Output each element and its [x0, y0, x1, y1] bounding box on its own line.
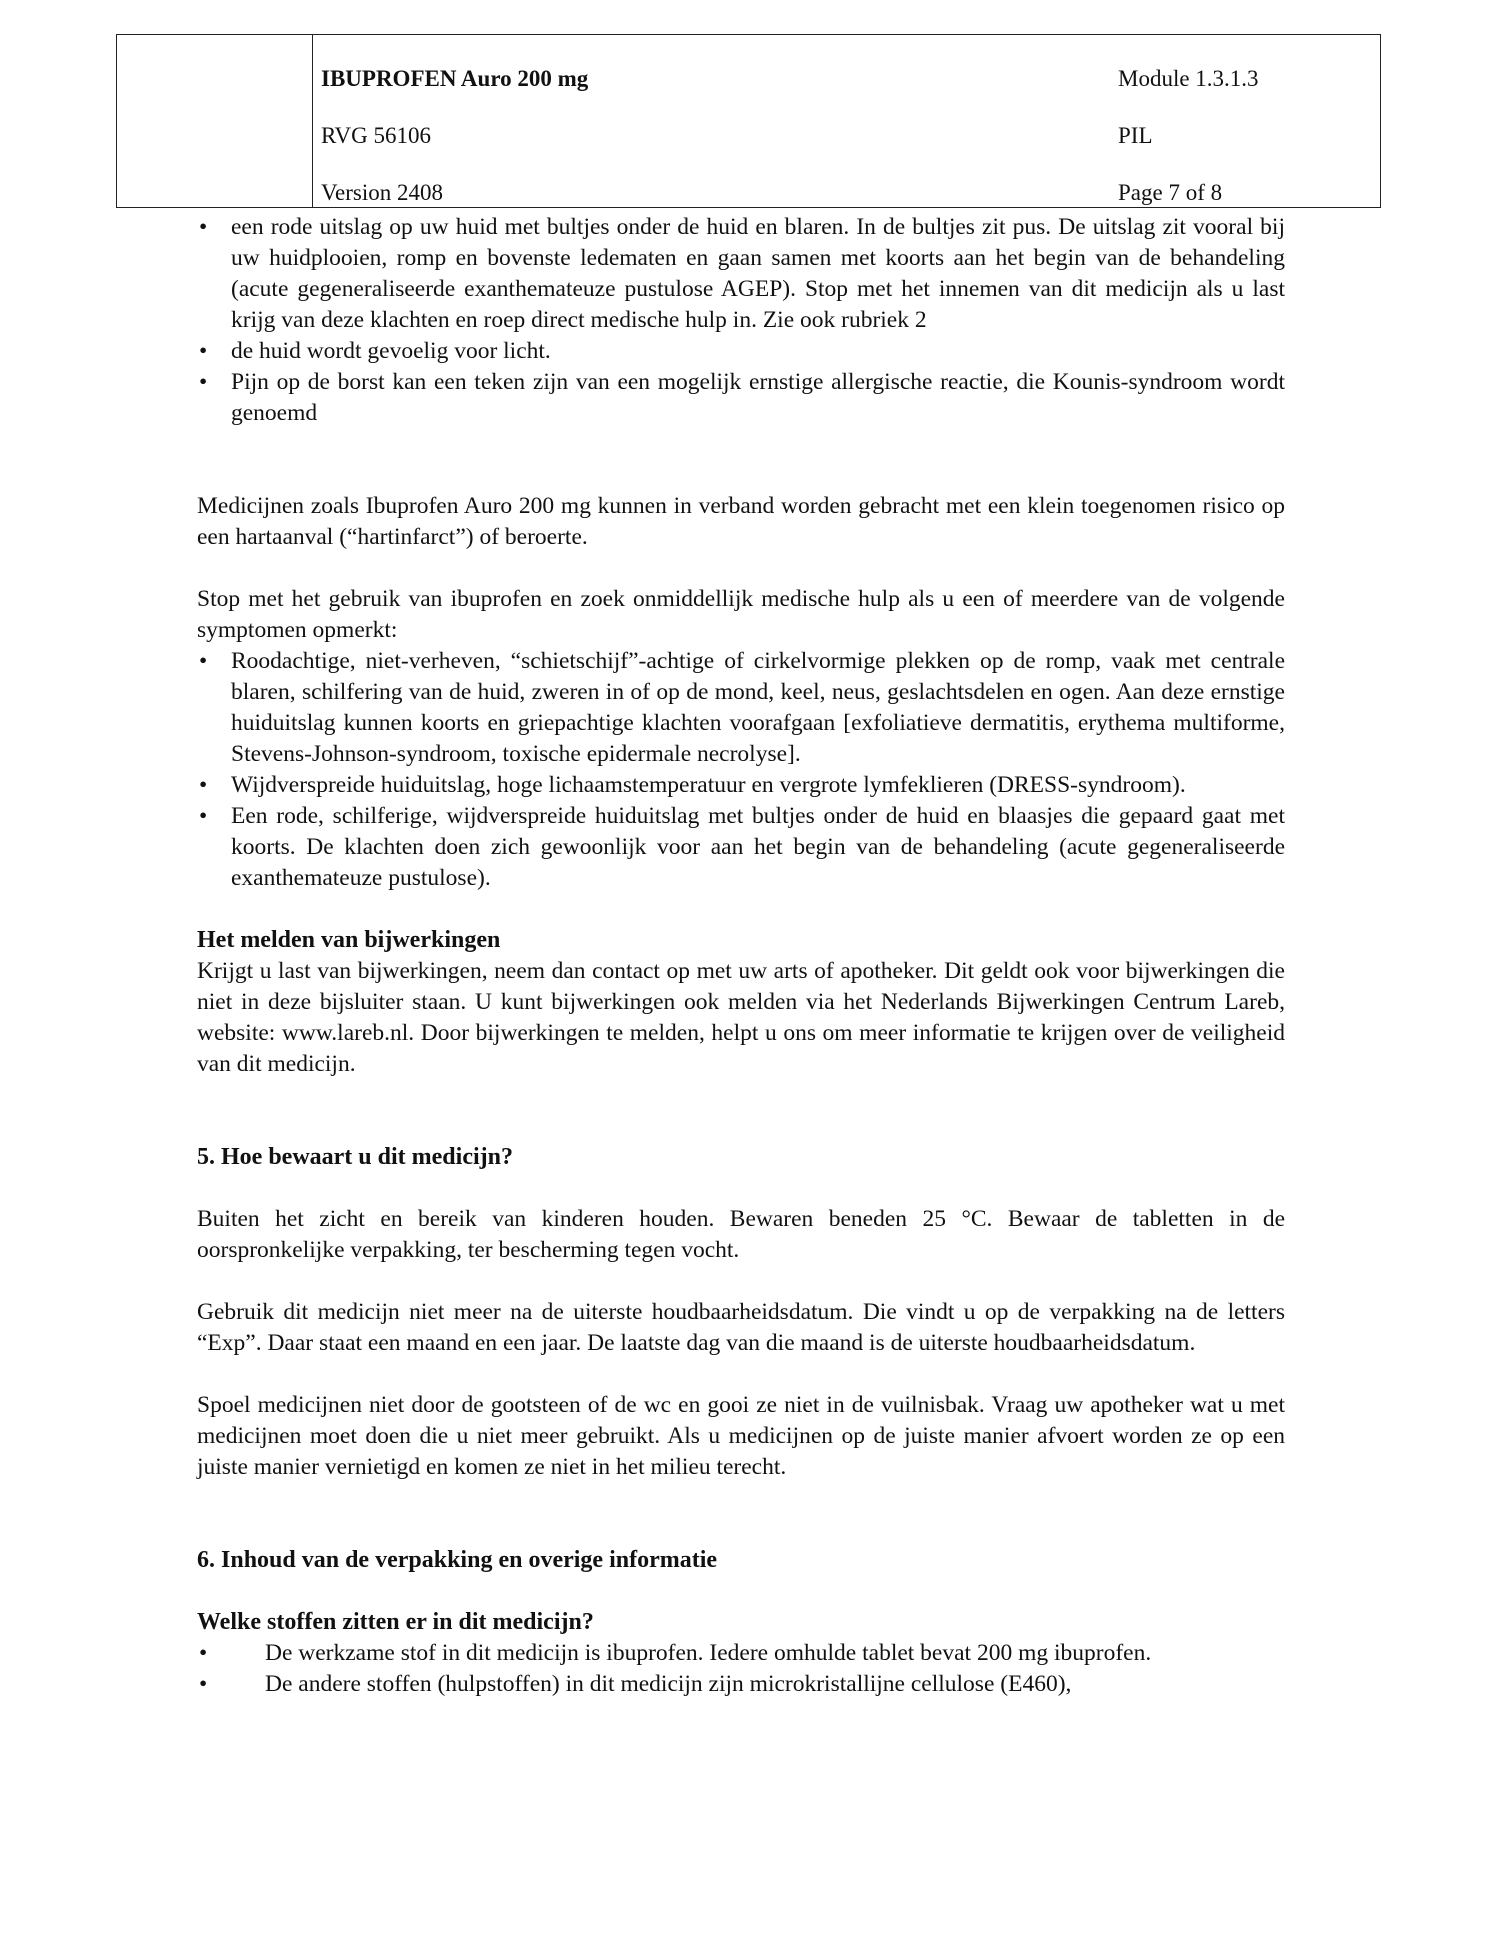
reporting-heading: Het melden van bijwerkingen [197, 927, 501, 953]
expiry-paragraph: Gebruik dit medicijn niet meer na de uiterste houdbaarheidsdatum. Die vindt u op de verpakking na de letters “Exp”. Daar staat een maand en een jaar. De laatste dag van die maand is de uiterste houdbaarheidsdatum. [197, 1299, 1285, 1356]
storage-paragraph: Buiten het zicht en bereik van kinderen houden. Bewaren beneden 25 °C. Bewaar de tabletten in de oorspronkelijke verpakking, ter bescherming tegen vocht. [197, 1206, 1285, 1263]
list-item-text: Een rode, schilferige, wijdverspreide huiduitslag met bultjes onder de huid en blaasjes die gepaard gaat met koorts. De klachten doen zich gewoonlijk voor aan het begin van de behandeling (acute gegeneraliseerde exanthemateuze pustulose). [231, 803, 1285, 891]
ingredients-list [197, 1638, 1285, 1700]
list-item-text: Wijdverspreide huiduitslag, hoge lichaamstemperatuur en vergrote lymfeklieren (DRESS-syndroom). [231, 772, 1186, 798]
side-effects-list [197, 212, 1285, 429]
list-item [197, 336, 1285, 367]
bullet-icon: • [199, 648, 208, 674]
bullet-icon: • [199, 1640, 208, 1666]
bullet-icon: • [199, 369, 208, 395]
list-item-text: De andere stoffen (hulpstoffen) in dit medicijn zijn microkristallijne cellulose (E460), [265, 1671, 1072, 1697]
document-type: PIL [1118, 123, 1153, 148]
version-label: Version 2408 [321, 180, 444, 205]
disposal-paragraph: Spoel medicijnen niet door de gootsteen of de wc en gooi ze niet in de vuilnisbak. Vraag uw apotheker wat u met medicijnen moet doen die u niet meer gebruikt. Als u medicijnen op de juiste manier afvoert worden ze op een juiste manier vernietigd en komen ze niet in het milieu terecht. [197, 1392, 1285, 1480]
bullet-icon: • [199, 214, 208, 240]
list-item-text: Pijn op de borst kan een teken zijn van een mogelijk ernstige allergische reactie, die Kounis-syndroom wordt genoemd [231, 369, 1285, 426]
bullet-icon: • [199, 338, 208, 364]
symptoms-list [197, 646, 1285, 894]
rvg-number: RVG 56106 [321, 123, 431, 148]
list-item [197, 212, 1285, 336]
list-item [197, 770, 1285, 801]
bullet-icon: • [199, 772, 208, 798]
product-title: IBUPROFEN Auro 200 mg [321, 66, 589, 91]
page-number: Page 7 of 8 [1118, 180, 1223, 205]
section-6-heading: 6. Inhoud van de verpakking en overige informatie [197, 1547, 718, 1573]
reporting-paragraph: Krijgt u last van bijwerkingen, neem dan contact op met uw arts of apotheker. Dit geldt ook voor bijwerkingen die niet in deze bijsluiter staan. U kunt bijwerkingen ook melden via het Nederlands Bijwerkingen Centrum Lareb, website: www.lareb.nl. Door bijwerkingen te melden, helpt u ons om meer informatie te krijgen over de veiligheid van dit medicijn. [197, 958, 1285, 1077]
ingredients-subheading: Welke stoffen zitten er in dit medicijn? [197, 1609, 594, 1635]
module-number: Module 1.3.1.3 [1118, 66, 1259, 91]
bullet-icon: • [199, 803, 208, 829]
list-item-text: de huid wordt gevoelig voor licht. [231, 338, 551, 364]
list-item [197, 1669, 1285, 1700]
stop-use-paragraph: Stop met het gebruik van ibuprofen en zoek onmiddellijk medische hulp als u een of meerdere van de volgende symptomen opmerkt: [197, 586, 1285, 643]
section-5-heading: 5. Hoe bewaart u dit medicijn? [197, 1144, 513, 1170]
document-body [197, 212, 1285, 1700]
list-item-text: een rode uitslag op uw huid met bultjes onder de huid en blaren. In de bultjes zit pus. De uitslag zit vooral bij uw huidplooien, romp en bovenste ledematen en gaan samen met koorts aan het begin van de behandeling (acute gegeneraliseerde exanthemateuze pustulose AGEP). Stop met het innemen van dit medicijn als u last krijg van deze klachten en roep direct medische hulp in. Zie ook rubriek 2 [231, 214, 1285, 333]
list-item-text: De werkzame stof in dit medicijn is ibuprofen. Iedere omhulde tablet bevat 200 mg ibuprofen. [265, 1640, 1152, 1666]
header-divider [312, 35, 313, 207]
list-item [197, 801, 1285, 894]
list-item [197, 367, 1285, 429]
bullet-icon: • [199, 1671, 208, 1697]
list-item-text: Roodachtige, niet-verheven, “schietschijf”-achtige of cirkelvormige plekken op de romp, vaak met centrale blaren, schilfering van de huid, zweren in of op de mond, keel, neus, geslachtsdelen en ogen. Aan deze ernstige huiduitslag kunnen koorts en griepachtige klachten voorafgaan [exfoliatieve dermatitis, erythema multiforme, Stevens-Johnson-syndroom, toxische epidermale necrolyse]. [231, 648, 1285, 767]
list-item [197, 646, 1285, 770]
heart-risk-paragraph: Medicijnen zoals Ibuprofen Auro 200 mg kunnen in verband worden gebracht met een klein toegenomen risico op een hartaanval (“hartinfarct”) of beroerte. [197, 493, 1285, 550]
list-item [197, 1638, 1285, 1669]
